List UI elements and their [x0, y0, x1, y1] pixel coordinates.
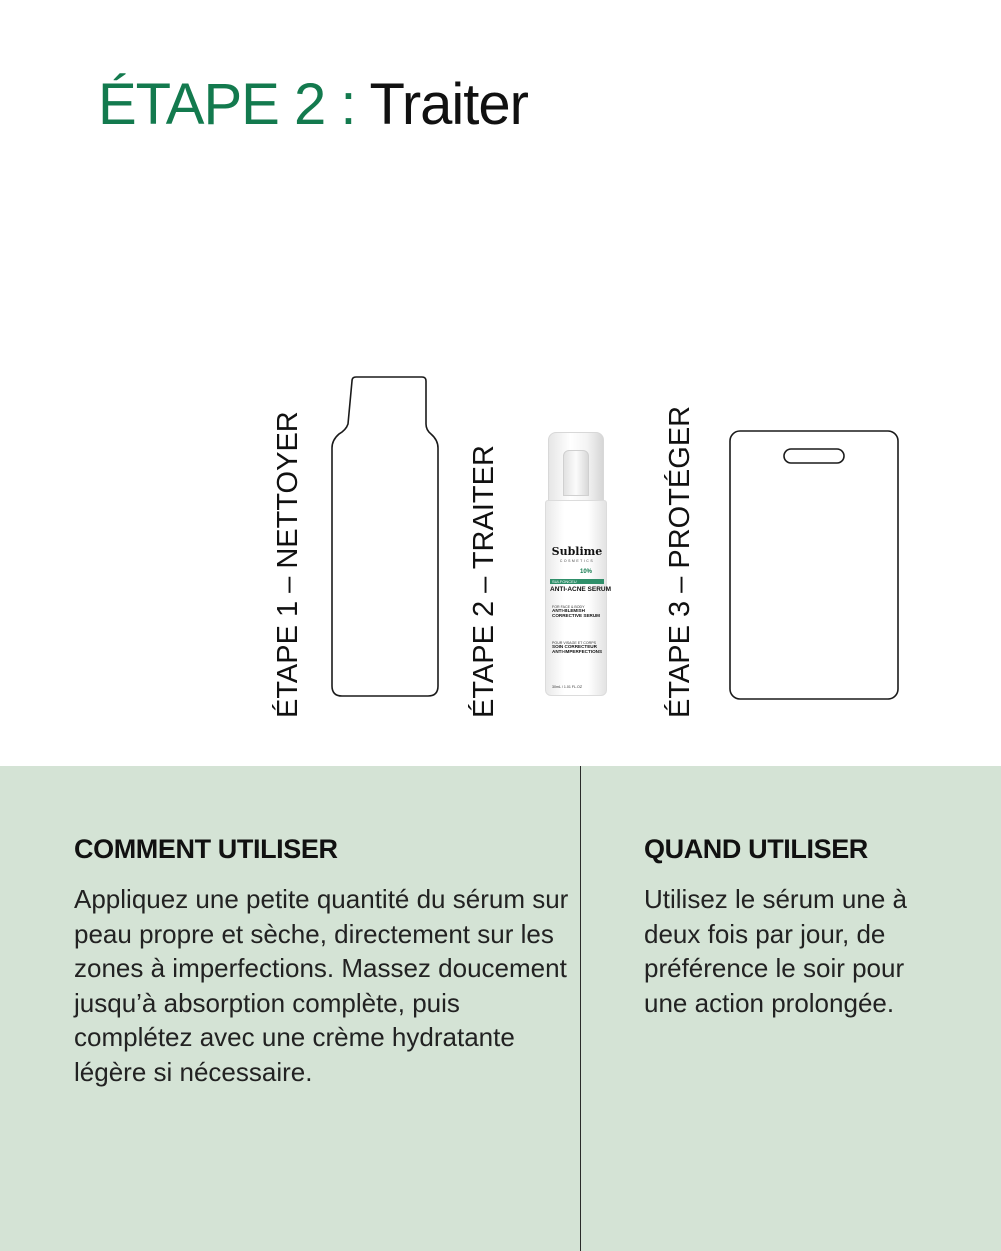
product-volume: 30mL / 1.01 FL.OZ: [552, 685, 583, 689]
protector-sachet-outline: [728, 429, 900, 701]
product-line2: ANTI-BLEMISH: [552, 608, 585, 614]
serum-tube: [545, 500, 612, 696]
product-bar-text: SULFONCEU: [552, 579, 577, 584]
anti-acne-serum-bottle: [545, 432, 612, 696]
when-heading: QUAND UTILISER: [644, 834, 868, 864]
title-step: ÉTAPE 2 :: [98, 72, 356, 137]
product-badge: 10%: [580, 569, 593, 575]
when-text: Utilisez le sérum une à deux fois par jour, de préférence le soir pour une action prolongée.: [644, 884, 907, 1018]
how-text: Appliquez une petite quantité du sérum sur peau propre et sèche, directement sur les zones à imperfections. Massez doucement jusqu’à absorption complète, puis complétez avec une crème hydratante légère si nécessaire.: [74, 884, 569, 1087]
product-info-en: [552, 605, 604, 618]
product-line3: CORRECTIVE SERUM: [552, 612, 600, 618]
step1-label: ÉTAPE 1 – NETTOYER: [272, 411, 304, 718]
panel-divider: [580, 766, 581, 1251]
step3-label: ÉTAPE 3 – PROTÉGER: [664, 405, 696, 718]
product-name: ANTI-ACNE SERUM: [550, 586, 612, 593]
serum-pump: [563, 450, 589, 496]
product-line6: ANTI-IMPERFECTIONS: [552, 648, 603, 654]
product-line5: SOIN CORRECTEUR: [552, 644, 597, 650]
how-heading: COMMENT UTILISER: [74, 834, 338, 864]
product-info-fr: [552, 641, 604, 654]
product-brand: Sublime: [551, 545, 603, 558]
title-text: Traiter: [369, 72, 528, 137]
product-brand-sub: COSMETICS: [559, 559, 595, 563]
cleanser-bottle-outline: [328, 374, 440, 700]
page-title: [98, 70, 528, 140]
product-line4: POUR VISAGE ET CORPS: [552, 641, 597, 645]
step2-label: ÉTAPE 2 – TRAITER: [468, 445, 500, 718]
product-line1: FOR FACE & BODY: [552, 605, 585, 609]
product-green-bar: [550, 579, 604, 584]
